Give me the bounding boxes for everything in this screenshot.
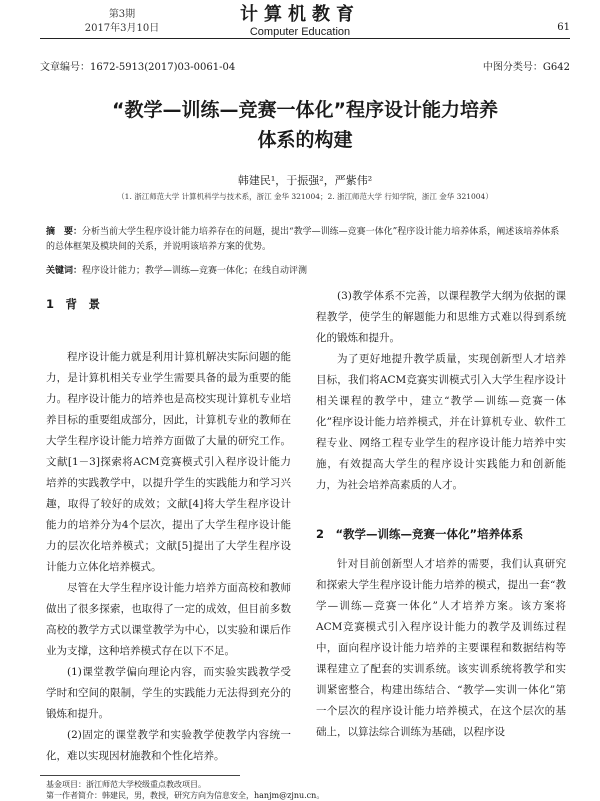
date-label: 2017年3月10日 [84, 23, 160, 34]
keywords [46, 264, 566, 279]
classification-number: 中图分类号：G642 [482, 62, 570, 73]
paragraph: (1)课堂教学偏向理论内容，而实验实践教学受学时和空间的限制，学生的实践能力无法得到充分的锻炼和提升。 [46, 666, 291, 720]
affiliation: （1. 浙江师范大学 计算机科学与技术系，浙江 金华 321004；2. 浙江师范大学 行知学院，浙江 金华 321004） [117, 192, 493, 201]
issue-label: 第3期 [108, 9, 136, 20]
abstract-text: 分析当前大学生程序设计能力培养存在的问题，提出“教学—训练—竞赛一体化”程序设计能力培养体系，阐述该培养体系的总体框架及模块间的关系，并说明该培养方案的优势。 [46, 227, 560, 252]
right-column [316, 286, 566, 496]
paragraph: 程序设计能力就是利用计算机解决实际问题的能力，是计算机相关专业学生需要具备的最为重要的能力。程序设计能力的培养也是高校实现计算机专业培养目标的重要组成部分，因此，计算机专业的教师在大学生程序设计能力培养方面做了大量的研究工作。文献[1－3]探索将ACM竞赛模式引入程序设计能力培养的实践教学中，以提升学生的实践能力和学习兴趣，取得了较好的成效；文献[4]将大学生程序设计能力的培养分为4个层次，提出了大学生程序设计能力的层次化培养模式；文献[5]提出了大学生程序设计能力立体化培养模式。 [46, 351, 291, 573]
article-title [40, 95, 570, 155]
abstract [46, 225, 566, 255]
author-list: 韩建民¹，于振强²，严紫伟² [237, 174, 373, 187]
paragraph: 针对目前创新型人才培养的需要，我们认真研究和探索大学生程序设计能力培养的模式，提出一套“教学—训练—竞赛一体化”人才培养方案。该方案将ACM竞赛模式引入程序设计能力的教学及训练过程中，面向程序设计能力培养的主要课程和数据结构等课程建立了配套的实训系统。该实训系统将教学和实训紧密整合，构建出练结合、“教学—实训一体化”第一个层次的程序设计能力培养模式，在这个层次的基础上，以算法综合训练为基础，以程序设 [316, 558, 566, 738]
page-number: 61 [557, 22, 570, 33]
paragraph: (3)教学体系不完善，以课程教学大纲为依据的课程教学，使学生的解题能力和思维方式难以得到系统化的锻炼和提升。 [316, 290, 566, 344]
paragraph: (2)固定的课堂教学和实验教学使教学内容统一化，难以实现因材施教和个性化培养。 [46, 729, 291, 762]
footnote-divider [40, 775, 240, 776]
abstract-label: 摘 要： [46, 227, 83, 237]
journal-masthead [200, 4, 400, 39]
running-header-left [52, 8, 192, 36]
title-line: “教学—训练—竞赛一体化”程序设计能力培养 [112, 99, 498, 121]
journal-name-en: Computer Education [249, 26, 351, 38]
author-note: 第一作者简介：韩建民，男，教授，研究方向为信息安全，hanjm@zjnu.cn。 [46, 791, 325, 800]
article-number: 文章编号：1672-5913(2017)03-0061-04 [40, 62, 236, 73]
keywords-label: 关键词： [46, 266, 83, 276]
left-column [46, 347, 291, 767]
funding-note: 基金项目：浙江师范大学校级重点教改项目。 [46, 780, 206, 789]
section-heading-background: 1 背 景 [46, 297, 101, 311]
section-heading-system: 2 “教学—训练—竞赛一体化”培养体系 [316, 527, 524, 541]
title-line: 体系的构建 [257, 129, 353, 151]
section-two [316, 526, 566, 743]
paragraph: 为了更好地提升教学质量，实现创新型人才培养目标，我们将ACM竞赛实训模式引入大学生程序设计相关课程的教学中，建立“教学—训练—竞赛一体化”程序设计能力培养模式，并在计算机专业、软件工程专业、网络工程专业学生的程序设计能力培养中实施，有效提高大学生的程序设计实践能力和创新能力，为社会培养高素质的人才。 [316, 353, 566, 491]
header-divider [40, 38, 570, 39]
journal-name-cn: 计算机教育 [240, 4, 360, 25]
keywords-text: 程序设计能力；教学—训练—竞赛一体化；在线自动评测 [82, 266, 308, 276]
paragraph: 尽管在大学生程序设计能力培养方面高校和教师做出了很多探索，也取得了一定的成效，但目前多数高校的教学方式以课堂教学为中心，以实验和课后作业为支撑，这种培养模式存在以下不足。 [46, 582, 291, 657]
